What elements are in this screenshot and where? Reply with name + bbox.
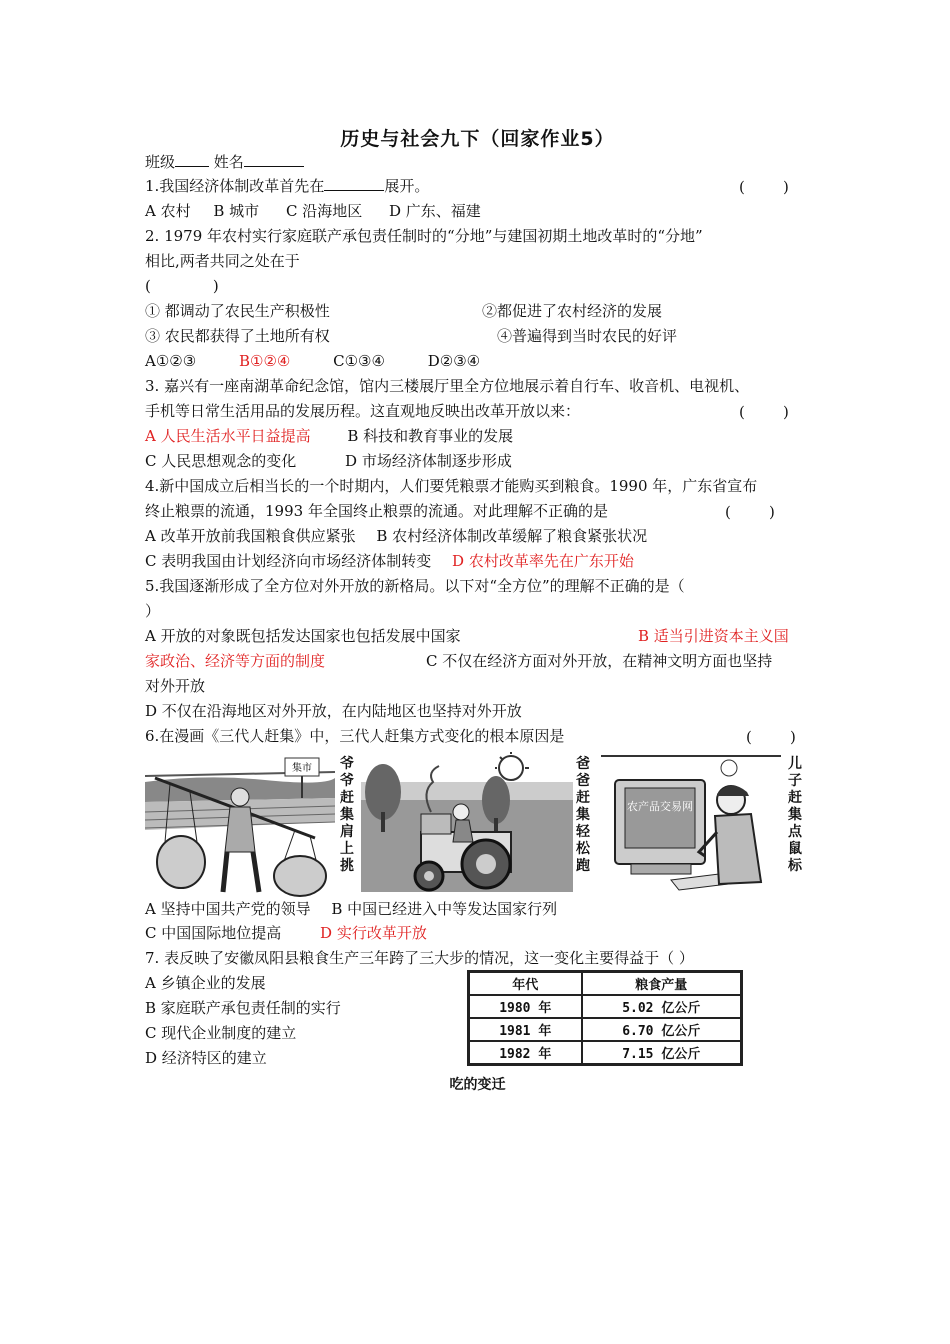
table-row: [469, 995, 742, 1018]
q5-option-a: A 开放的对象既包括发达国家也包括发展中国家: [145, 627, 461, 645]
q5-stem-line2: ）: [145, 602, 161, 620]
table-row: [469, 1018, 742, 1041]
q2-item-1: ① 都调动了农民生产积极性: [145, 302, 330, 320]
q1-answer-paren[interactable]: ( ): [739, 178, 789, 196]
q6-option-d: D 实行改革开放: [320, 924, 427, 942]
table-header-output: 粮食产量: [582, 972, 742, 996]
q2-stem-line2: 相比,两者共同之处在于: [145, 252, 300, 270]
table-cell-output: 5.02 亿公斤: [582, 995, 742, 1018]
q2-option-a: A①②③: [145, 352, 197, 370]
q1-option-b: B 城市: [213, 202, 260, 220]
q7-option-b: B 家庭联产承包责任制的实行: [145, 999, 341, 1017]
q3-option-c: C 人民思想观念的变化: [145, 452, 297, 470]
student-info-line: [145, 150, 304, 175]
page-title: 历史与社会九下（回家作业5）: [340, 128, 615, 150]
q2-item-2: ②都促进了农村经济的发展: [482, 302, 663, 320]
market-sign-text: 集市: [292, 763, 312, 774]
q1-option-c: C 沿海地区: [285, 202, 363, 220]
q7-stem: 7. 表反映了安徽凤阳县粮食生产三年跨了三大步的情况，这一变化主要得益于（ ）: [145, 949, 694, 967]
q2-option-b: B①②④: [238, 352, 291, 370]
q2-answer-paren[interactable]: ( ): [145, 277, 219, 295]
q6-option-c: C 中国国际地位提高: [145, 924, 282, 942]
table-cell-year: 1982 年: [469, 1041, 582, 1065]
q6-answer-paren[interactable]: ( ): [746, 728, 796, 746]
q2-option-d: D②③④: [427, 352, 481, 370]
cartoon-grandfather: [145, 752, 357, 898]
q3-stem-line1: 3. 嘉兴有一座南湖革命纪念馆，馆内三楼展厅里全方位地展示着自行车、收音机、电视机、: [145, 377, 750, 395]
q4-option-c: C 表明我国由计划经济向市场经济体制转变: [145, 552, 432, 570]
q6-options-row1: [145, 897, 557, 922]
q4-options-row1: [145, 524, 647, 549]
cartoon-father: [361, 752, 593, 898]
section-title: 吃的变迁: [449, 1077, 506, 1093]
q3-option-b: B 科技和教育事业的发展: [347, 427, 514, 445]
q2-stem-line1: 2. 1979 年农村实行家庭联产承包责任制时的“分地”与建国初期土地改革时的“分地”: [145, 227, 703, 245]
q2-options: [145, 349, 480, 374]
q1-stem: [145, 174, 429, 199]
table-cell-year: 1981 年: [469, 1018, 582, 1041]
cartoon-son: [601, 752, 810, 898]
q2-item-4: ④普遍得到当时农民的好评: [497, 327, 678, 345]
q3-options-row1: [145, 424, 513, 449]
q6-option-b: B 中国已经进入中等发达国家行列: [331, 900, 558, 918]
q1-stem-text: 1.我国经济体制改革首先在: [145, 177, 325, 195]
q4-stem-line2: 终止粮票的流通，1993 年全国终止粮票的流通。对此理解不正确的是: [145, 502, 608, 520]
cartoon2-caption: 爸爸赶集轻松跑: [576, 756, 590, 874]
q5-option-c-part2: 对外开放: [145, 677, 206, 695]
name-blank[interactable]: [244, 151, 304, 167]
q5-option-d: D 不仅在沿海地区对外开放，在内陆地区也坚持对外开放: [145, 702, 522, 720]
q6-stem: 6.在漫画《三代人赶集》中，三代人赶集方式变化的根本原因是: [145, 727, 565, 745]
table-row: [469, 1041, 742, 1065]
q1-stem-end: 展开。: [384, 177, 430, 195]
grandfather-carrying-pole-illustration: [145, 752, 335, 898]
table-header-year: 年代: [469, 972, 582, 996]
q4-answer-paren[interactable]: ( ): [725, 503, 775, 521]
table-header-row: [469, 972, 742, 996]
q3-option-d: D 市场经济体制逐步形成: [345, 452, 512, 470]
cartoon3-caption: 儿子赶集点鼠标: [788, 756, 802, 874]
q5-option-c-part1: C 不仅在经济方面对外开放，在精神文明方面也坚持: [426, 652, 773, 670]
q3-options-row2: [145, 449, 512, 474]
table-cell-output: 6.70 亿公斤: [582, 1018, 742, 1041]
q2-option-c: C①③④: [333, 352, 385, 370]
q3-stem-line2: 手机等日常生活用品的发展历程。这直观地反映出改革开放以来：: [145, 402, 581, 420]
q7-option-d: D 经济特区的建立: [145, 1049, 267, 1067]
q7-option-c: C 现代企业制度的建立: [145, 1024, 297, 1042]
q3-option-a: A 人民生活水平日益提高: [145, 427, 311, 445]
q6-option-a: A 坚持中国共产党的领导: [145, 900, 311, 918]
q2-item-3: ③ 农民都获得了土地所有权: [145, 327, 330, 345]
q4-option-b: B 农村经济体制改革缓解了粮食紧张状况: [376, 527, 648, 545]
name-label: 姓名: [213, 153, 244, 171]
q4-option-a: A 改革开放前我国粮食供应紧张: [145, 527, 356, 545]
q6-options-row2: [145, 921, 427, 946]
table-cell-output: 7.15 亿公斤: [582, 1041, 742, 1065]
screen-text: 农产品交易网: [627, 800, 693, 813]
table-cell-year: 1980 年: [469, 995, 582, 1018]
q5-option-b-part2: 家政治、经济等方面的制度: [145, 652, 326, 670]
q5-option-b-part1: B 适当引进资本主义国: [638, 627, 789, 645]
q1-options: [145, 199, 481, 224]
q1-blank[interactable]: [324, 175, 384, 191]
q4-option-d: D 农村改革率先在广东开始: [452, 552, 634, 570]
grain-output-table: [467, 970, 743, 1066]
class-blank[interactable]: [175, 151, 209, 167]
class-label: 班级: [145, 153, 176, 171]
cartoon1-caption: 爷爷赶集肩上挑: [340, 756, 354, 874]
q1-option-a: A 农村: [145, 202, 191, 220]
q3-answer-paren[interactable]: ( ): [739, 403, 789, 421]
q7-option-a: A 乡镇企业的发展: [145, 974, 266, 992]
q4-options-row2: [145, 549, 634, 574]
father-tractor-illustration: [361, 752, 573, 898]
q4-stem-line1: 4.新中国成立后相当长的一个时期内，人们要凭粮票才能购买到粮食。1990 年，广东省宣布: [145, 477, 758, 495]
son-computer-illustration: [601, 752, 781, 898]
q1-option-d: D 广东、福建: [389, 202, 481, 220]
three-generations-cartoon: [145, 752, 810, 898]
q5-stem-line1: 5.我国逐渐形成了全方位对外开放的新格局。以下对“全方位”的理解不正确的是（: [145, 577, 685, 595]
